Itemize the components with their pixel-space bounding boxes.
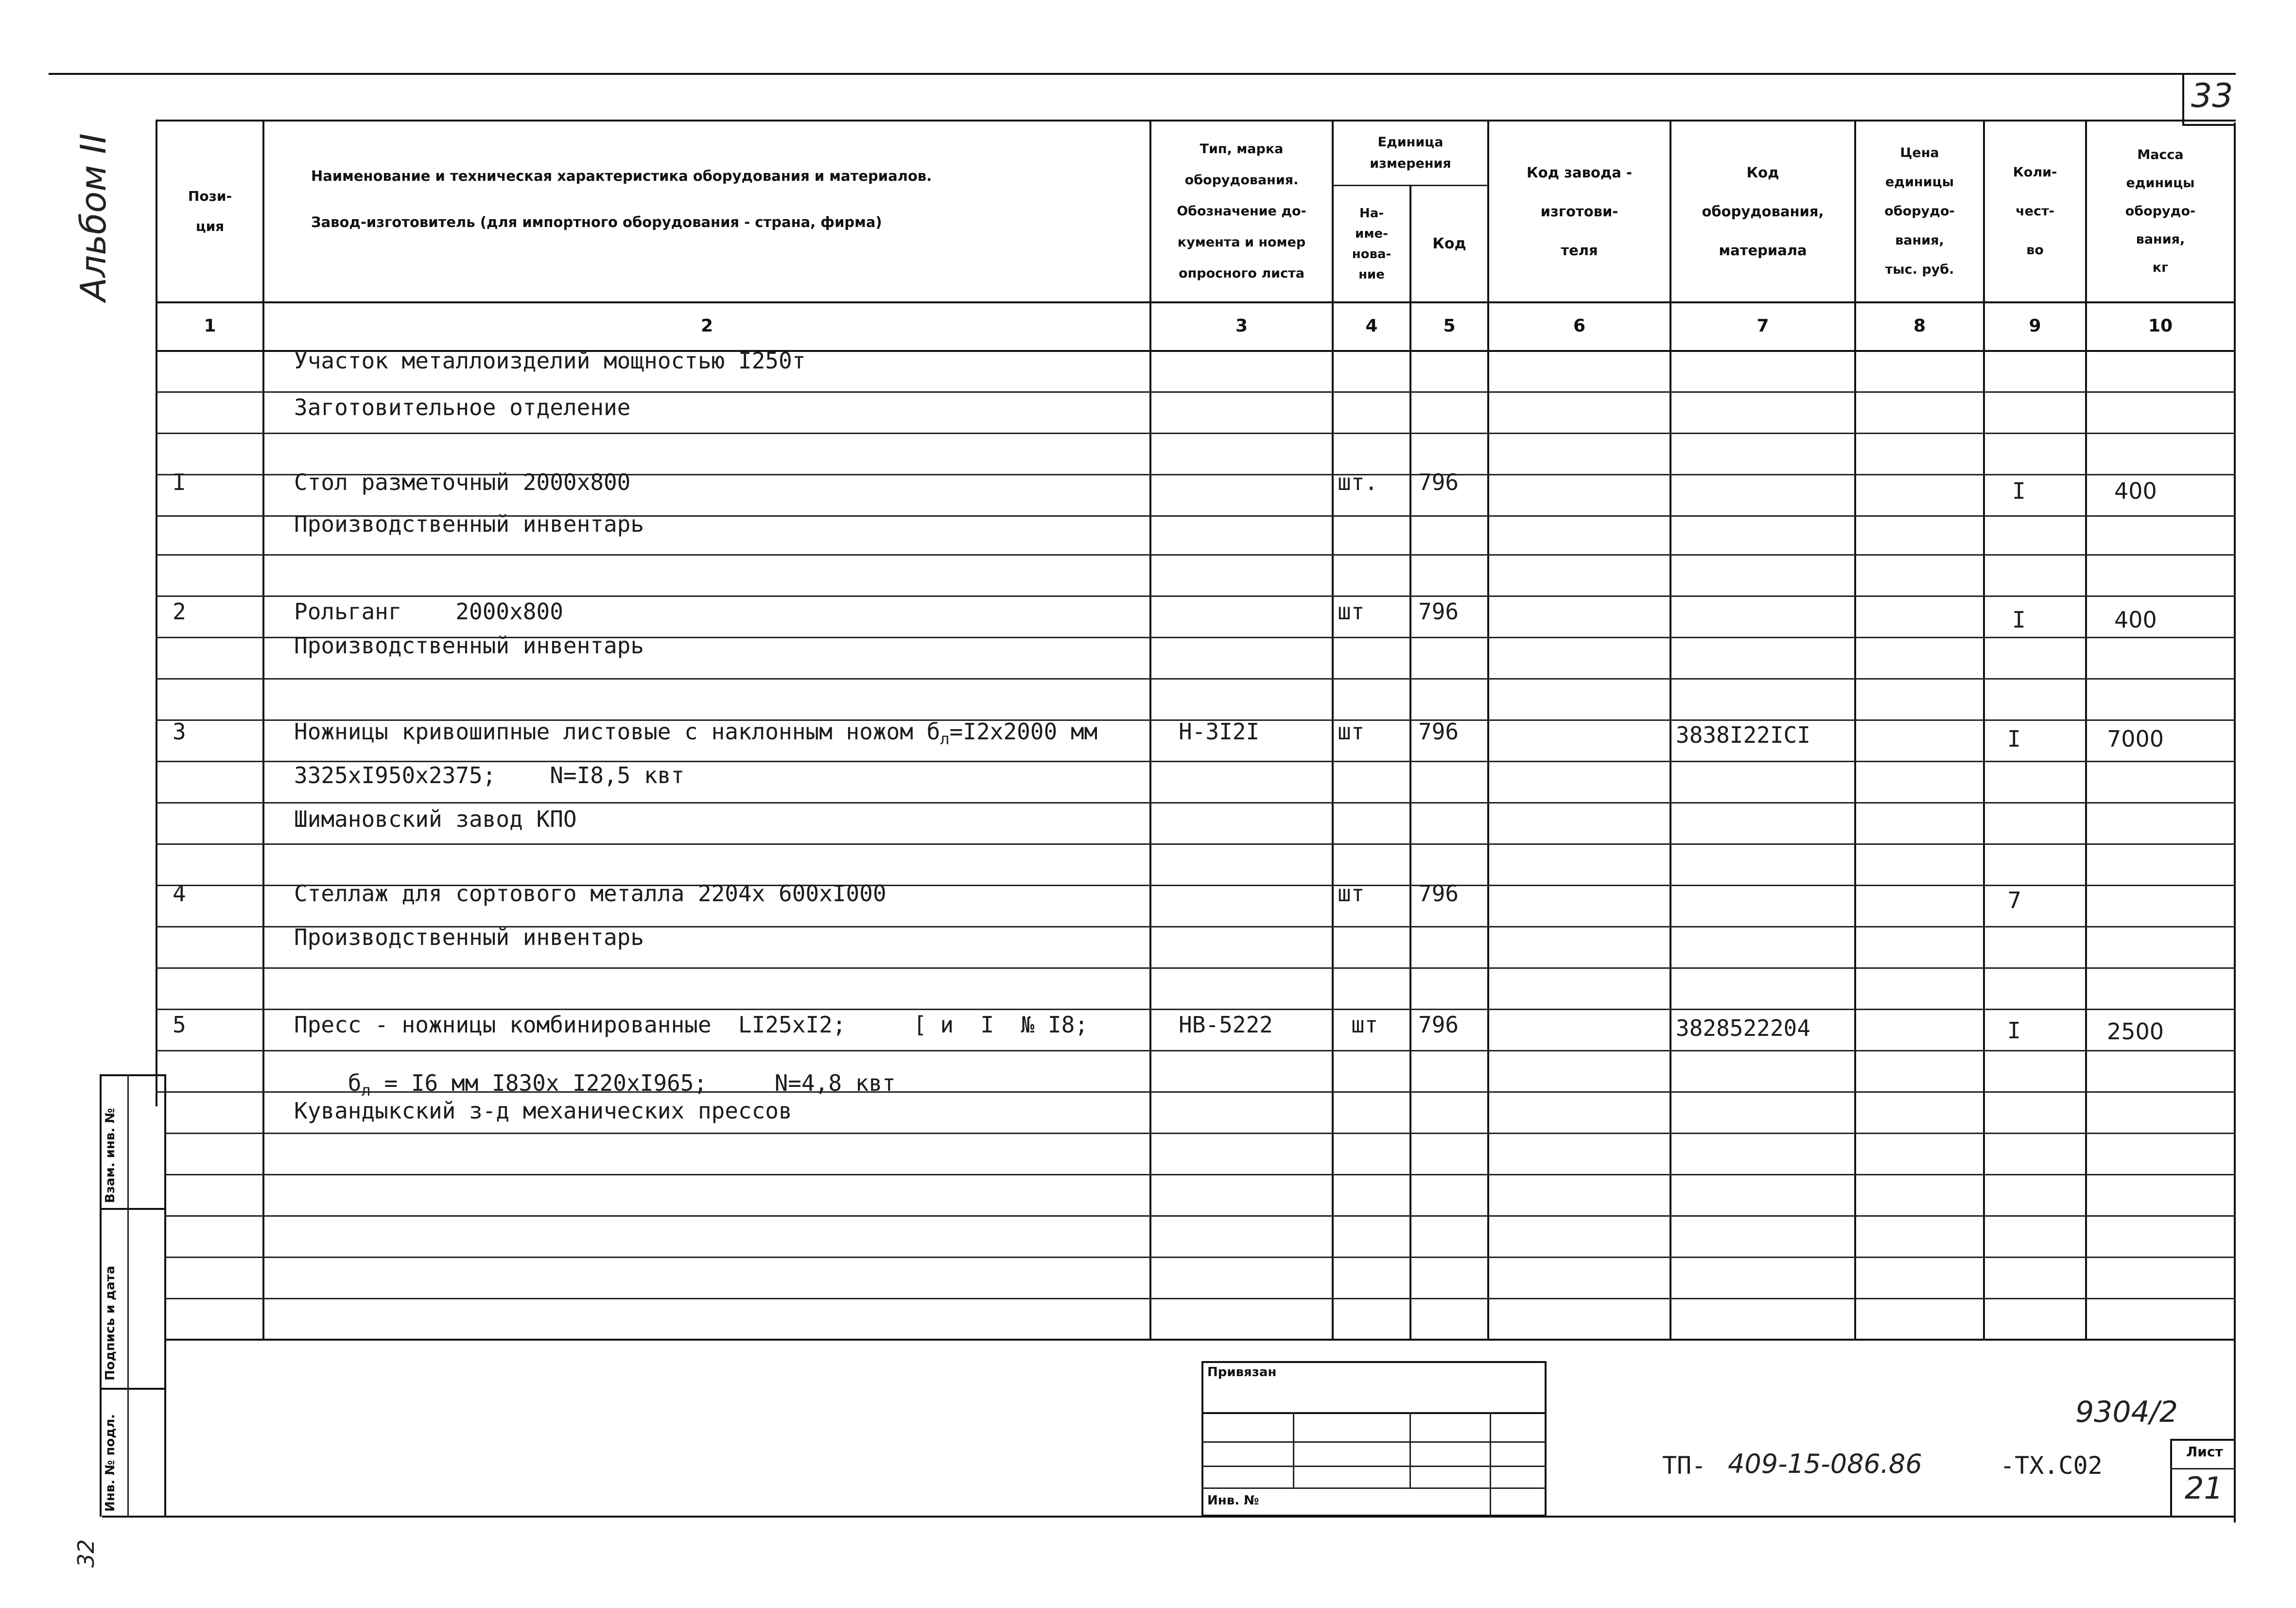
column-number: 5	[1443, 315, 1456, 336]
header-name-line1: Наименование и техническая характеристика оборудования и материалов.	[311, 168, 932, 184]
sheet-box-mid	[2170, 1468, 2236, 1469]
row-unit: шт	[1351, 1012, 1378, 1038]
column-number: 8	[1913, 315, 1926, 336]
side-stamp-replacement: Взам. инв. №	[103, 1108, 118, 1203]
row-unit: шт	[1338, 598, 1365, 625]
row-line	[165, 1215, 2236, 1217]
row-line	[156, 554, 2236, 556]
row-desc: 3325хI950х2375; N=I8,5 квт	[294, 762, 685, 788]
right-frame-line	[2234, 122, 2236, 1522]
header-name-line2: Завод-изготовитель (для импортного оборудования - страна, фирма)	[311, 214, 882, 230]
row-line	[156, 967, 2236, 969]
header-position: Пози- ция	[188, 188, 232, 234]
row-unit-code: 796	[1418, 718, 1459, 745]
doc-code-prefix: ТП-	[1662, 1451, 1706, 1480]
row-equipment-code: 3838I22ICI	[1676, 722, 1810, 748]
column-number: 7	[1757, 315, 1769, 336]
row-desc: Пресс - ножницы комбинированные LI25хI2; [ и I № I8;	[294, 1012, 1088, 1038]
column-number: 1	[204, 315, 216, 336]
linked-line-2	[1201, 1441, 1547, 1443]
linked-line-4	[1201, 1487, 1547, 1489]
row-unit: шт	[1338, 880, 1365, 907]
row-desc-sub: л	[940, 730, 950, 749]
side-stamp-inner	[127, 1074, 129, 1517]
header-unit-group: Единица измерения	[1370, 135, 1451, 171]
row-desc-tail: = I6 мм I830х I220хI965; N=4,8 квт	[370, 1070, 896, 1096]
row-quantity: I	[2012, 478, 2026, 504]
column-number: 10	[2148, 315, 2173, 336]
side-stamp-signature: Подпись и дата	[103, 1265, 118, 1381]
linked-vline-3	[1490, 1412, 1491, 1517]
row-line	[156, 678, 2236, 680]
sheet-corner-number: 33	[2191, 77, 2233, 115]
row-position: 3	[173, 718, 186, 745]
column-number: 3	[1235, 315, 1248, 336]
handwritten-number: 9304/2	[2075, 1395, 2178, 1429]
header-unit-price: Цена единицы оборудо- вания, тыс. руб.	[1884, 145, 1955, 277]
header-unit-code: Код	[1432, 235, 1466, 252]
row-desc-main: Ножницы кривошипные листовые с наклонным ножом б	[294, 718, 940, 745]
row-unit-code: 796	[1418, 1012, 1459, 1038]
header-name	[272, 122, 1147, 301]
row-mass: 400	[2114, 478, 2157, 504]
doc-code-number: 409-15-086.86	[1728, 1449, 1922, 1479]
row-desc-tail: =I2х2000 мм	[949, 718, 1098, 745]
side-stamp-right	[164, 1074, 166, 1517]
column-number: 6	[1573, 315, 1586, 336]
header-equipment-code: Код оборудования, материала	[1702, 164, 1824, 259]
row-desc-sub: л	[361, 1081, 371, 1100]
sheet-number: 21	[2185, 1470, 2223, 1506]
row-unit: шт	[1338, 718, 1365, 745]
row-desc: Участок металлоизделий мощностью I250т	[294, 348, 806, 374]
row-quantity: 7	[2007, 887, 2022, 913]
row-type: Н-3I2I	[1179, 718, 1260, 745]
sheet-box-left	[2170, 1439, 2172, 1517]
row-unit-code: 796	[1418, 598, 1459, 625]
row-desc: Заготовительное отделение	[294, 394, 631, 420]
row-unit-code: 796	[1418, 469, 1459, 495]
side-stamp-div2	[100, 1388, 165, 1390]
row-equipment-code: 3828522204	[1676, 1015, 1810, 1041]
header-factory-code: Код завода - изготови- теля	[1527, 164, 1632, 259]
row-desc: Производственный инвентарь	[294, 924, 644, 950]
row-mass: 400	[2114, 607, 2157, 633]
row-line	[165, 1257, 2236, 1258]
row-desc-main: б	[348, 1070, 362, 1096]
row-desc: Шимановский завод КПО	[294, 806, 577, 832]
column-number: 2	[700, 315, 713, 336]
sheet-label: Лист	[2186, 1444, 2223, 1460]
header-quantity: Коли- чест- во	[2013, 165, 2057, 258]
inv-number-label: Инв. №	[1207, 1493, 1259, 1508]
side-stamp-original: Инв. № подл.	[103, 1414, 118, 1512]
row-position: I	[173, 469, 186, 495]
side-stamp-top	[100, 1074, 165, 1076]
row-desc: Производственный инвентарь	[294, 511, 644, 537]
doc-code-suffix: -ТХ.С02	[2000, 1451, 2103, 1480]
bottom-left-number: 32	[73, 1539, 99, 1568]
column-number: 4	[1365, 315, 1378, 336]
linked-line-1	[1201, 1412, 1547, 1414]
row-type: НВ-5222	[1179, 1012, 1273, 1038]
corner-box-left	[2182, 74, 2184, 125]
header-unit-mass: Масса единицы оборудо- вания, кг	[2125, 147, 2196, 275]
album-label: Альбом II	[73, 133, 114, 301]
row-desc: Стол разметочный 2000х800	[294, 469, 631, 495]
row-quantity: I	[2012, 607, 2026, 633]
column-number: 9	[2029, 315, 2041, 336]
header-type: Тип, марка оборудования. Обозначение до- кумента и номер опросного листа	[1177, 141, 1306, 281]
row-mass: 7000	[2107, 726, 2164, 752]
row-position: 5	[173, 1012, 186, 1038]
table-bottom-line	[165, 1339, 2236, 1341]
row-desc	[294, 717, 1097, 753]
side-stamp-div1	[100, 1208, 165, 1210]
linked-vline-2	[1409, 1412, 1411, 1487]
row-position: 2	[173, 598, 186, 625]
linked-label: Привязан	[1207, 1365, 1277, 1380]
row-desc: Производственный инвентарь	[294, 632, 644, 659]
row-line	[165, 1174, 2236, 1175]
row-position: 4	[173, 880, 186, 907]
row-desc: Кувандыкский з-д механических прессов	[294, 1098, 792, 1124]
bottom-frame-line	[102, 1516, 2236, 1518]
top-frame-line	[49, 73, 2236, 75]
header-unit-name: На- име- нова- ние	[1352, 206, 1392, 282]
row-unit-code: 796	[1418, 880, 1459, 907]
sheet-box-top	[2170, 1439, 2236, 1441]
row-line	[156, 843, 2236, 845]
row-line	[156, 802, 2236, 804]
row-mass: 2500	[2107, 1018, 2164, 1045]
row-quantity: I	[2007, 726, 2021, 752]
linked-vline-1	[1293, 1412, 1294, 1487]
row-line	[156, 433, 2236, 434]
linked-line-3	[1201, 1466, 1547, 1467]
row-line	[165, 1298, 2236, 1299]
col-line-4	[1409, 185, 1411, 1340]
row-desc: Рольганг 2000х800	[294, 598, 563, 625]
row-desc: Стеллаж для сортового металла 2204х 600хI000	[294, 880, 887, 907]
row-quantity: I	[2007, 1017, 2021, 1044]
side-stamp-left	[100, 1074, 102, 1517]
row-unit: шт.	[1338, 469, 1378, 495]
